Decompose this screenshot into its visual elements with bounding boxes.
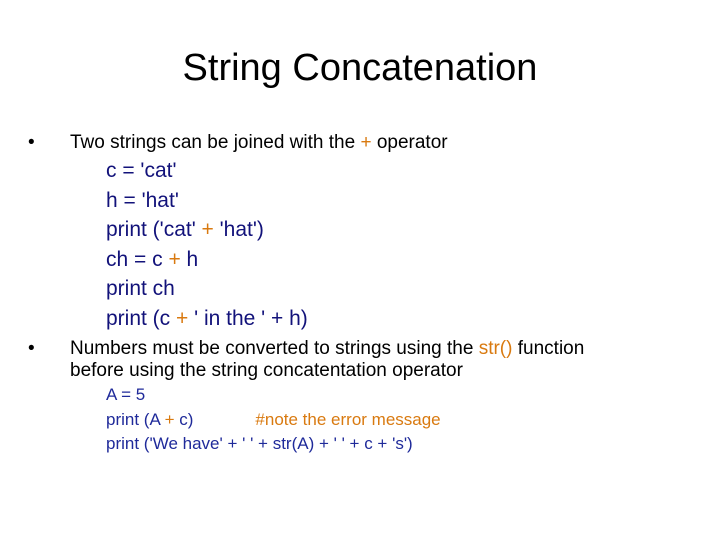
bullet-text-suffix: function — [512, 338, 585, 359]
str-function: str() — [478, 338, 513, 359]
plus-operator: + — [164, 409, 175, 429]
bullet-concatenation — [28, 132, 448, 154]
code-text: 'hat') — [213, 218, 264, 241]
code-text: h — [180, 247, 199, 271]
bullet-dot: • — [28, 132, 35, 153]
code-line — [106, 215, 308, 245]
code-line: h = 'hat' — [106, 188, 179, 212]
code-line: print ('We have' + ' ' + str(A) + ' ' + c + 's') — [106, 434, 413, 453]
code-text: ch = c — [106, 247, 169, 271]
plus-operator: + — [168, 247, 181, 271]
code-text: print ('cat' — [106, 218, 202, 241]
code-line — [106, 304, 308, 334]
code-line — [106, 408, 441, 433]
code-line: c = 'cat' — [106, 159, 177, 182]
code-text: c) — [174, 409, 194, 429]
bullet-text — [70, 338, 670, 382]
bullet-text-prefix: Two strings can be joined with the — [70, 132, 361, 153]
code-block-strings — [106, 156, 308, 333]
plus-operator: + — [360, 132, 372, 153]
code-text: ' in the ' + h) — [188, 306, 308, 330]
code-line: A = 5 — [106, 385, 146, 404]
bullet-text-suffix: operator — [371, 132, 448, 153]
bullet-dot: • — [28, 338, 35, 359]
code-line — [106, 245, 308, 275]
code-text: print (c — [106, 306, 177, 330]
code-line: print ch — [106, 277, 175, 300]
bullet-text-line2: before using the string concatentation operator — [70, 360, 463, 381]
code-comment: #note the error message — [255, 409, 441, 429]
code-block-numbers — [106, 383, 441, 457]
plus-operator: + — [201, 218, 214, 241]
bullet-numbers — [28, 338, 585, 381]
bullet-text-prefix: Numbers must be converted to strings using the — [70, 338, 479, 359]
plus-operator: + — [176, 306, 189, 330]
code-text: print (A — [106, 409, 165, 429]
slide-title: String Concatenation — [182, 47, 538, 89]
